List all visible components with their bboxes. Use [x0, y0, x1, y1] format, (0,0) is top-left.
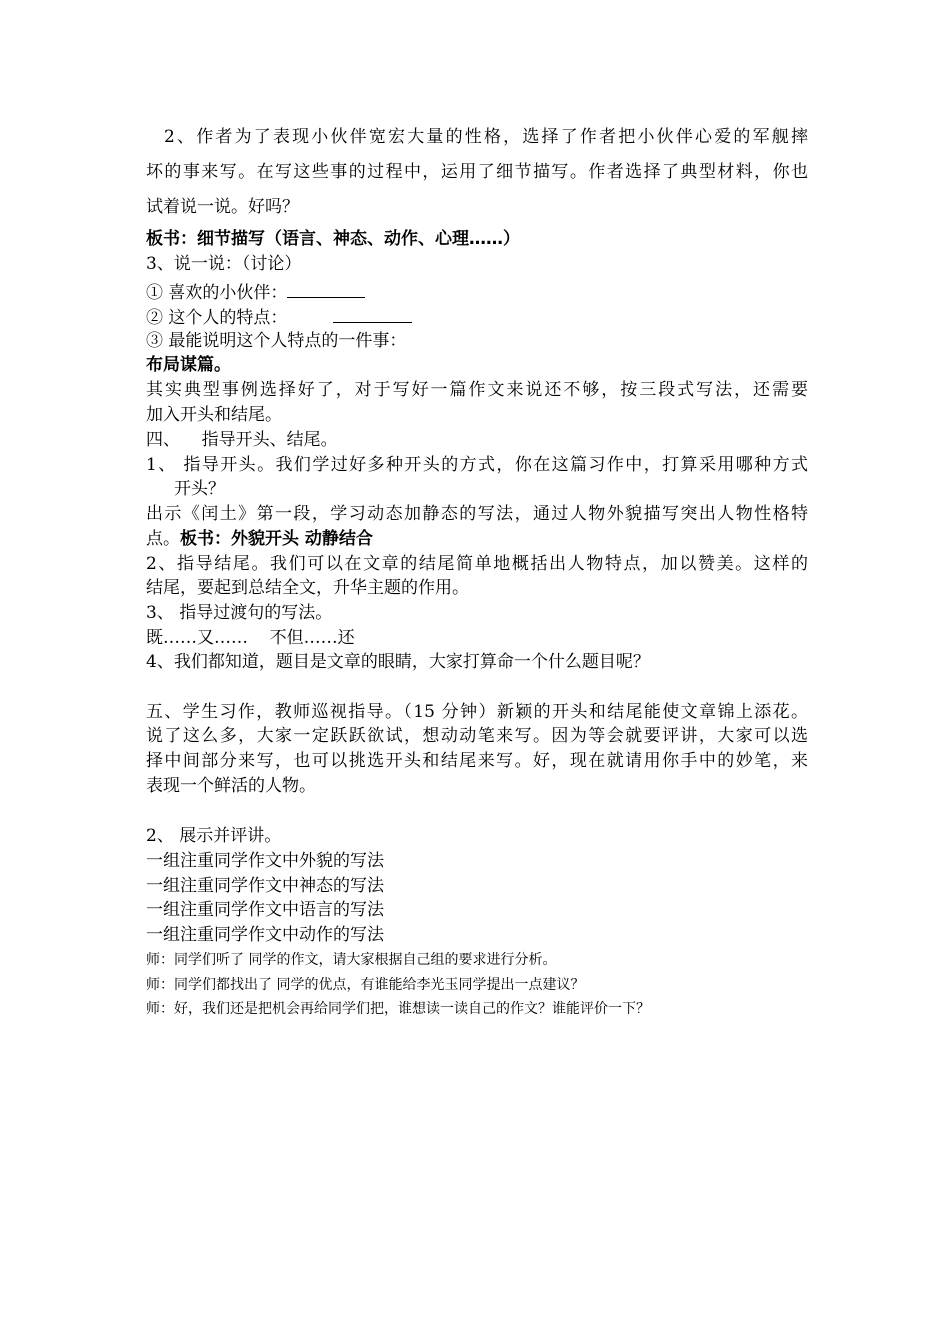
review-group-2: 一组注重同学作文中神态的写法	[146, 876, 384, 896]
discussion-item-1	[146, 281, 365, 303]
discussion-item-2-label: ② 这个人的特点：	[146, 308, 288, 328]
discussion-item-2	[146, 306, 412, 328]
board-note-appearance-opening: 板书：外貌开头 动静结合	[180, 529, 373, 549]
discussion-item-1-label: ① 喜欢的小伙伴：	[146, 283, 288, 303]
layout-paragraph-line-1: 其实典型事例选择好了，对于写好一篇作文来说还不够，按三段式写法，还需要	[146, 380, 808, 400]
show-paragraph-line-2-text: 点。	[146, 529, 180, 549]
layout-paragraph-line-2: 加入开头和结尾。	[146, 405, 282, 425]
intro-paragraph-line-2: 坏的事来写。在写这些事的过程中，运用了细节描写。作者选择了典型材料，你也	[146, 162, 808, 182]
section-four-item-1-line-2: 开头？	[174, 479, 225, 499]
section-four-item-4: 4、我们都知道，题目是文章的眼睛，大家打算命一个什么题目呢？	[146, 652, 650, 672]
section-four-item-2-line-1: 2、指导结尾。我们可以在文章的结尾简单地概括出人物特点，加以赞美。这样的	[146, 554, 808, 574]
discussion-heading: 3、说一说：（讨论）	[146, 254, 302, 274]
board-note-detail-description: 板书：细节描写（语言、神态、动作、心理……）	[146, 229, 520, 249]
fill-in-blank-2[interactable]	[333, 306, 412, 323]
review-group-1: 一组注重同学作文中外貌的写法	[146, 851, 384, 871]
teacher-line-2: 师：同学们都找出了 同学的优点，有谁能给李光玉同学提出一点建议？	[146, 977, 585, 993]
section-five-line-1: 五、学生习作，教师巡视指导。（15 分钟）新颖的开头和结尾能使文章锦上添花。	[146, 702, 808, 722]
section-four-heading: 四、 指导开头、结尾。	[146, 430, 338, 450]
section-five-line-3: 择中间部分来写，也可以挑选开头和结尾来写。好，现在就请用你手中的妙笔，来	[146, 751, 808, 771]
show-paragraph-line-2	[146, 529, 373, 549]
layout-heading: 布局谋篇。	[146, 355, 231, 375]
review-group-3: 一组注重同学作文中语言的写法	[146, 900, 384, 920]
section-four-item-3: 3、 指导过渡句的写法。	[146, 603, 333, 623]
intro-paragraph-line-3: 试着说一说。好吗？	[146, 197, 299, 217]
fill-in-blank-1[interactable]	[287, 281, 365, 298]
teacher-line-3: 师：好，我们还是把机会再给同学们把，谁想读一读自己的作文？谁能评价一下？	[146, 1001, 650, 1017]
section-five-line-4: 表现一个鲜活的人物。	[146, 776, 316, 796]
section-four-item-1-line-1: 1、 指导开头。我们学过好多种开头的方式，你在这篇习作中，打算采用哪种方式	[146, 455, 808, 475]
teacher-line-1: 师：同学们听了 同学的作文，请大家根据自己组的要求进行分析。	[146, 952, 557, 968]
section-five-line-2: 说了这么多，大家一定跃跃欲试，想动动笔来写。因为等会就要评讲，大家可以选	[146, 726, 808, 746]
review-heading: 2、 展示并评讲。	[146, 826, 282, 846]
intro-paragraph-line-1: 2、作者为了表现小伙伴宽宏大量的性格，选择了作者把小伙伴心爱的军舰摔	[164, 127, 808, 147]
section-four-item-2-line-2: 结尾，要起到总结全文，升华主题的作用。	[146, 578, 469, 598]
discussion-item-3: ③ 最能说明这个人特点的一件事：	[146, 331, 407, 351]
transition-examples: 既……又…… 不但……还	[146, 628, 355, 648]
review-group-4: 一组注重同学作文中动作的写法	[146, 925, 384, 945]
show-paragraph-line-1: 出示《闰土》第一段，学习动态加静态的写法，通过人物外貌描写突出人物性格特	[146, 504, 808, 524]
